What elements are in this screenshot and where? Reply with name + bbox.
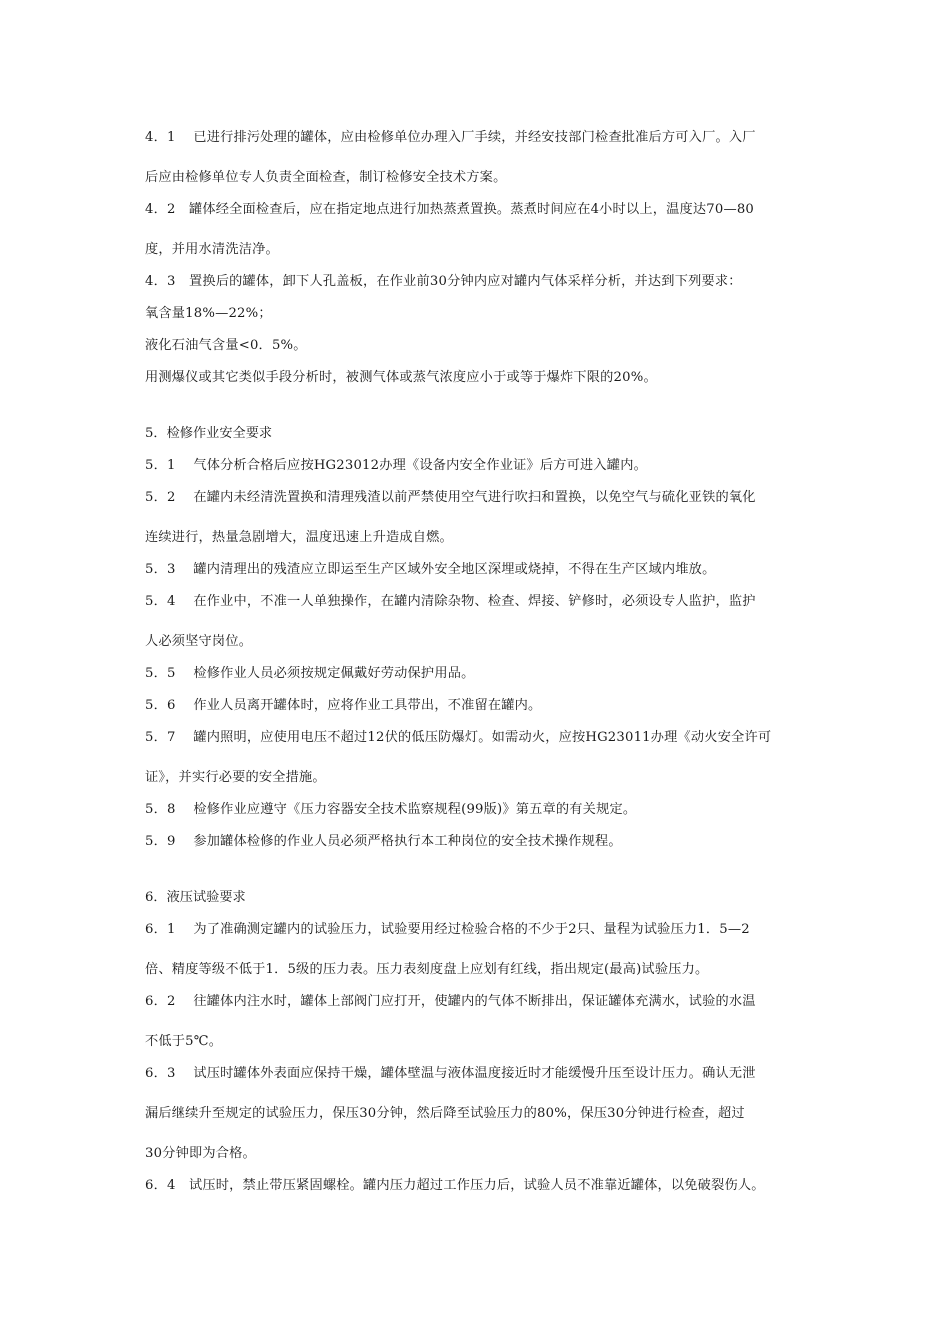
paragraph-line: 5．1 气体分析合格后应按HG23012办理《设备内安全作业证》后方可进入罐内。 bbox=[145, 458, 647, 473]
paragraph-line: 倍、精度等级不低于1．5级的压力表。压力表刻度盘上应划有红线，指出规定(最高)试验压力。 bbox=[145, 962, 709, 977]
paragraph-line: 5．6 作业人员离开罐体时，应将作业工具带出，不准留在罐内。 bbox=[145, 698, 542, 713]
paragraph-line: 5．3 罐内清理出的残渣应立即运至生产区域外安全地区深埋或烧掉，不得在生产区域内堆放。 bbox=[145, 562, 716, 577]
paragraph-line: 用测爆仪或其它类似手段分析时，被测气体或蒸气浓度应小于或等于爆炸下限的20%。 bbox=[145, 370, 657, 385]
paragraph-line: 5．9 参加罐体检修的作业人员必须严格执行本工种岗位的安全技术操作规程。 bbox=[145, 834, 622, 849]
document-page bbox=[145, 122, 805, 1202]
paragraph bbox=[145, 1058, 805, 1170]
paragraph bbox=[145, 554, 805, 586]
paragraph bbox=[145, 330, 805, 362]
paragraph-line: 5．8 检修作业应遵守《压力容器安全技术监察规程(99版)》第五章的有关规定。 bbox=[145, 802, 637, 817]
paragraph-line: 不低于5℃。 bbox=[145, 1034, 223, 1049]
paragraph-line: 5．2 在罐内未经清洗置换和清理残渣以前严禁使用空气进行吹扫和置换，以免空气与硫化亚铁的氧化 bbox=[145, 490, 756, 505]
paragraph-line: 后应由检修单位专人负责全面检查，制订检修安全技术方案。 bbox=[145, 170, 507, 185]
paragraph-line: 4．1 已进行排污处理的罐体，应由检修单位办理入厂手续，并经安技部门检查批准后方可入厂。入厂 bbox=[145, 130, 756, 145]
paragraph-line: 5．7 罐内照明，应使用电压不超过12伏的低压防爆灯。如需动火，应按HG23011办理《动火安全许可 bbox=[145, 730, 772, 745]
section-heading: 6．液压试验要求 bbox=[145, 890, 246, 905]
paragraph-line: 漏后继续升至规定的试验压力，保压30分钟，然后降至试验压力的80%，保压30分钟进行检查，超过 bbox=[145, 1106, 745, 1121]
paragraph-line: 连续进行，热量急剧增大，温度迅速上升造成自燃。 bbox=[145, 530, 453, 545]
paragraph-line: 度，并用水清洗洁净。 bbox=[145, 242, 279, 257]
paragraph bbox=[145, 298, 805, 330]
paragraph bbox=[145, 1170, 805, 1202]
paragraph bbox=[145, 194, 805, 266]
paragraph-line: 6．2 往罐体内注水时，罐体上部阀门应打开，使罐内的气体不断排出，保证罐体充满水，试验的水温 bbox=[145, 994, 756, 1009]
paragraph bbox=[145, 690, 805, 722]
paragraph-line: 6．1 为了准确测定罐内的试验压力，试验要用经过检验合格的不少于2只、量程为试验压力1．5—2 bbox=[145, 922, 750, 937]
paragraph bbox=[145, 122, 805, 194]
paragraph bbox=[145, 986, 805, 1058]
paragraph-line: 4．3 置换后的罐体，卸下人孔盖板，在作业前30分钟内应对罐内气体采样分析，并达到下列要求： bbox=[145, 274, 742, 289]
paragraph-line: 6．3 试压时罐体外表面应保持干燥，罐体壁温与液体温度接近时才能缓慢升压至设计压力。确认无泄 bbox=[145, 1066, 756, 1081]
paragraph bbox=[145, 362, 805, 394]
paragraph bbox=[145, 794, 805, 826]
paragraph bbox=[145, 722, 805, 794]
paragraph-line: 5．5 检修作业人员必须按规定佩戴好劳动保护用品。 bbox=[145, 666, 475, 681]
paragraph bbox=[145, 450, 805, 482]
paragraph-line: 30分钟即为合格。 bbox=[145, 1146, 256, 1161]
paragraph bbox=[145, 826, 805, 858]
paragraph bbox=[145, 266, 805, 298]
section-gap bbox=[145, 394, 805, 418]
paragraph-line: 人必须坚守岗位。 bbox=[145, 634, 253, 649]
paragraph-line: 5．4 在作业中，不准一人单独操作，在罐内清除杂物、检查、焊接、铲修时，必须设专人监护，监护 bbox=[145, 594, 756, 609]
paragraph-line: 氧含量18%—22%； bbox=[145, 306, 272, 321]
paragraph-line: 4．2 罐体经全面检查后，应在指定地点进行加热蒸煮置换。蒸煮时间应在4小时以上，温度达70—80 bbox=[145, 202, 755, 217]
paragraph bbox=[145, 658, 805, 690]
paragraph bbox=[145, 586, 805, 658]
section-gap bbox=[145, 858, 805, 882]
section-heading: 5．检修作业安全要求 bbox=[145, 426, 273, 441]
paragraph-line: 6．4 试压时，禁止带压紧固螺栓。罐内压力超过工作压力后，试验人员不准靠近罐体，以免破裂伤人。 bbox=[145, 1178, 765, 1193]
paragraph-line: 证》，并实行必要的安全措施。 bbox=[145, 770, 326, 785]
paragraph-line: 液化石油气含量<0．5%。 bbox=[145, 338, 307, 353]
paragraph bbox=[145, 482, 805, 554]
paragraph bbox=[145, 914, 805, 986]
